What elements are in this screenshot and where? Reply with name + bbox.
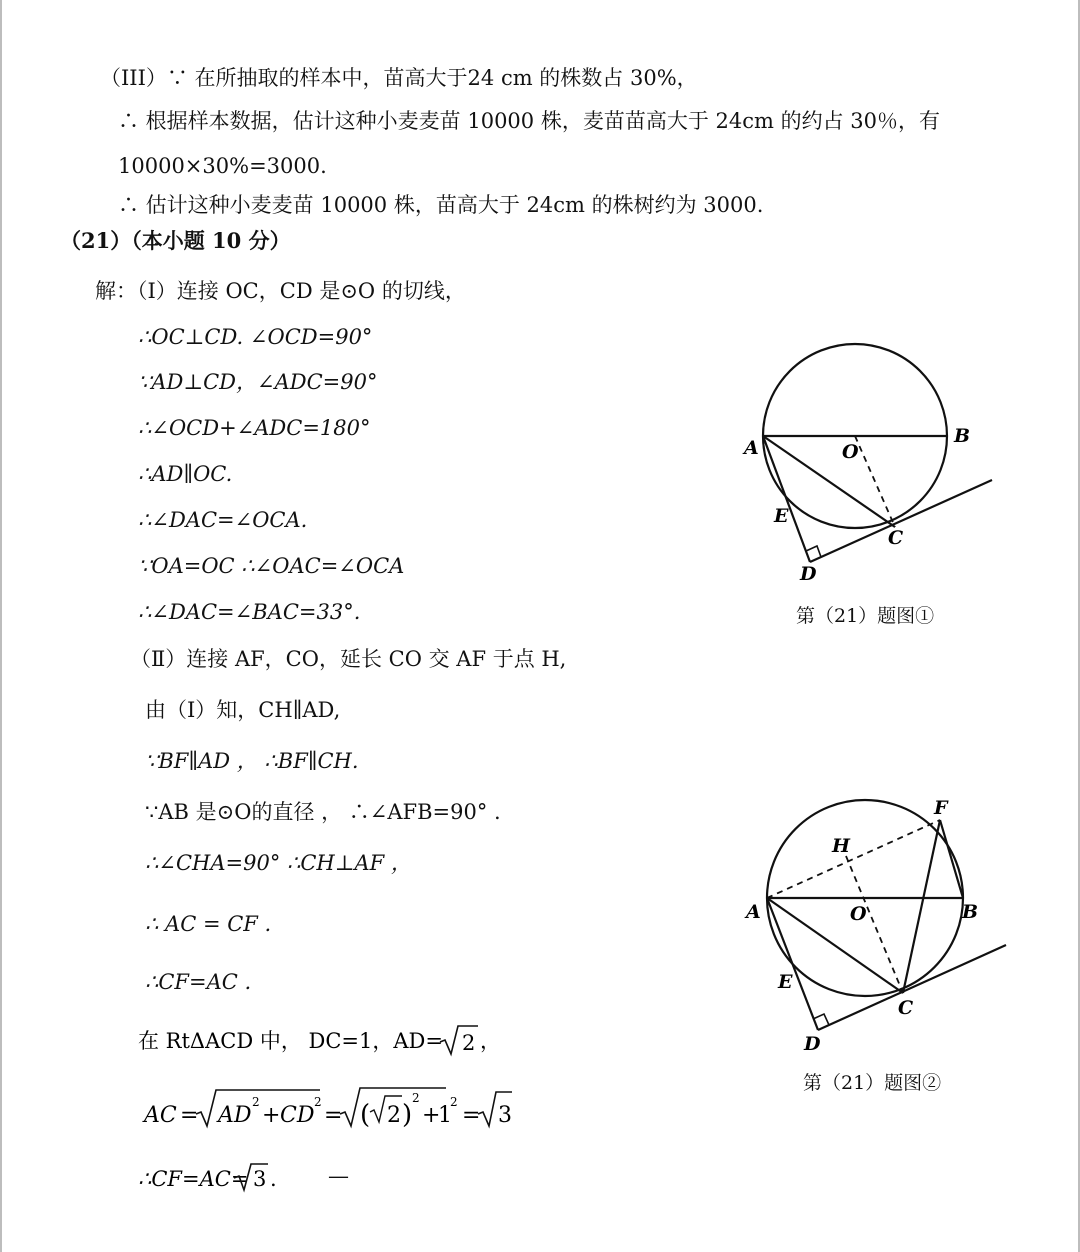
- proof-step-2: ∵AD⊥CD，∠ADC=90°: [138, 370, 378, 394]
- tangent-line: [810, 480, 992, 562]
- geometry-figure-1: [730, 330, 1010, 590]
- part3-line-1: （III）∵ 在所抽取的样本中，苗高大于24 cm 的株数占 30%，: [100, 66, 698, 90]
- part2-step-5: ∴ AC = CF .: [145, 912, 272, 936]
- formula-plus-2: +: [422, 1103, 441, 1128]
- part2-step-4: ∴∠CHA=90° ∴CH⊥AF ，: [145, 851, 412, 875]
- label-o: O: [850, 903, 867, 925]
- formula-sup-2: 2: [314, 1095, 322, 1109]
- label-b: B: [962, 901, 979, 923]
- formula-ac: AC: [144, 1103, 177, 1128]
- part3-line-3: 10000×30%=3000.: [118, 154, 327, 178]
- segment-ad: [767, 898, 818, 1030]
- part2-step-6: ∴CF=AC .: [145, 970, 252, 994]
- figure-1-caption: 第（21）题图①: [796, 605, 935, 627]
- label-a: A: [744, 437, 759, 459]
- figure-2-caption: 第（21）题图②: [803, 1072, 942, 1094]
- page-edge-left: [0, 0, 2, 1252]
- paren-open: (: [360, 1100, 371, 1130]
- formula-eq-2: =: [324, 1103, 343, 1128]
- question-heading: （21）（本小题 10 分）: [60, 228, 291, 253]
- proof-step-5: ∴∠DAC=∠OCA.: [138, 508, 308, 532]
- label-e: E: [778, 971, 793, 993]
- rt-line-comma: ，: [480, 1029, 501, 1053]
- formula-ad: AD: [218, 1103, 252, 1128]
- label-e: E: [774, 505, 789, 527]
- proof-step-6: ∵OA=OC ∴∠OAC=∠OCA: [138, 554, 405, 578]
- label-b: B: [954, 425, 971, 447]
- part2-intro: （Ⅱ）连接 AF，CO，延长 CO 交 AF 于点 H,: [130, 647, 567, 671]
- part2-step-2: ∵BF∥AD ， ∴BF∥CH.: [145, 749, 359, 773]
- formula-one: 1: [438, 1103, 452, 1128]
- formula-sup-4: 2: [450, 1095, 458, 1109]
- label-h: H: [832, 835, 850, 857]
- formula-inner-two: 2: [387, 1103, 401, 1128]
- label-c: C: [898, 997, 914, 1019]
- part2-step-1: 由（Ⅰ）知，CH∥AD,: [145, 698, 341, 722]
- proof-step-7: ∴∠DAC=∠BAC=33°.: [138, 600, 361, 624]
- part3-line-2: ∴ 根据样本数据，估计这种小麦麦苗 10000 株，麦苗苗高大于 24cm 的约占 30％，有: [118, 109, 940, 133]
- proof-step-3: ∴∠OCD+∠ADC=180°: [138, 416, 371, 440]
- formula-sup-3: 2: [412, 1091, 420, 1105]
- paren-close: ): [402, 1100, 413, 1130]
- formula-three: 3: [498, 1103, 512, 1128]
- geometry-figure-2: [730, 790, 1020, 1060]
- proof-step-1: ∴OC⊥CD. ∠OCD=90°: [138, 325, 373, 349]
- formula-eq-1: =: [180, 1103, 199, 1128]
- formula-plus-1: +: [262, 1103, 281, 1128]
- cf-dot: .: [270, 1167, 277, 1191]
- label-f: F: [934, 797, 948, 819]
- proof-step-4: ∴AD∥OC.: [138, 462, 233, 486]
- formula-sup-1: 2: [252, 1095, 260, 1109]
- formula-cd: CD: [280, 1103, 315, 1128]
- cf-three: 3: [253, 1167, 267, 1191]
- ac-formula: [140, 1082, 520, 1132]
- rt-line-text: 在 RtΔACD 中， DC=1，AD=: [138, 1029, 443, 1053]
- label-d: D: [804, 1033, 821, 1055]
- dash-mark: —: [328, 1164, 349, 1188]
- segment-bf: [940, 820, 963, 898]
- part2-step-3: ∵AB 是⊙O的直径 ， ∴∠AFB=90° .: [145, 800, 501, 824]
- sqrt-two-value: 2: [462, 1031, 476, 1055]
- segment-ad: [763, 436, 810, 562]
- cf-text: ∴CF=AC=: [138, 1167, 249, 1191]
- label-o: O: [842, 441, 859, 463]
- label-a: A: [746, 901, 761, 923]
- rt-triangle-line: [138, 1020, 518, 1060]
- formula-eq-3: =: [462, 1103, 481, 1128]
- part3-line-4: ∴ 估计这种小麦麦苗 10000 株，苗高大于 24cm 的株树约为 3000.: [118, 193, 764, 217]
- label-c: C: [888, 527, 904, 549]
- solution-intro: 解：（Ⅰ）连接 OC，CD 是⊙O 的切线，: [95, 279, 466, 303]
- label-d: D: [800, 563, 817, 585]
